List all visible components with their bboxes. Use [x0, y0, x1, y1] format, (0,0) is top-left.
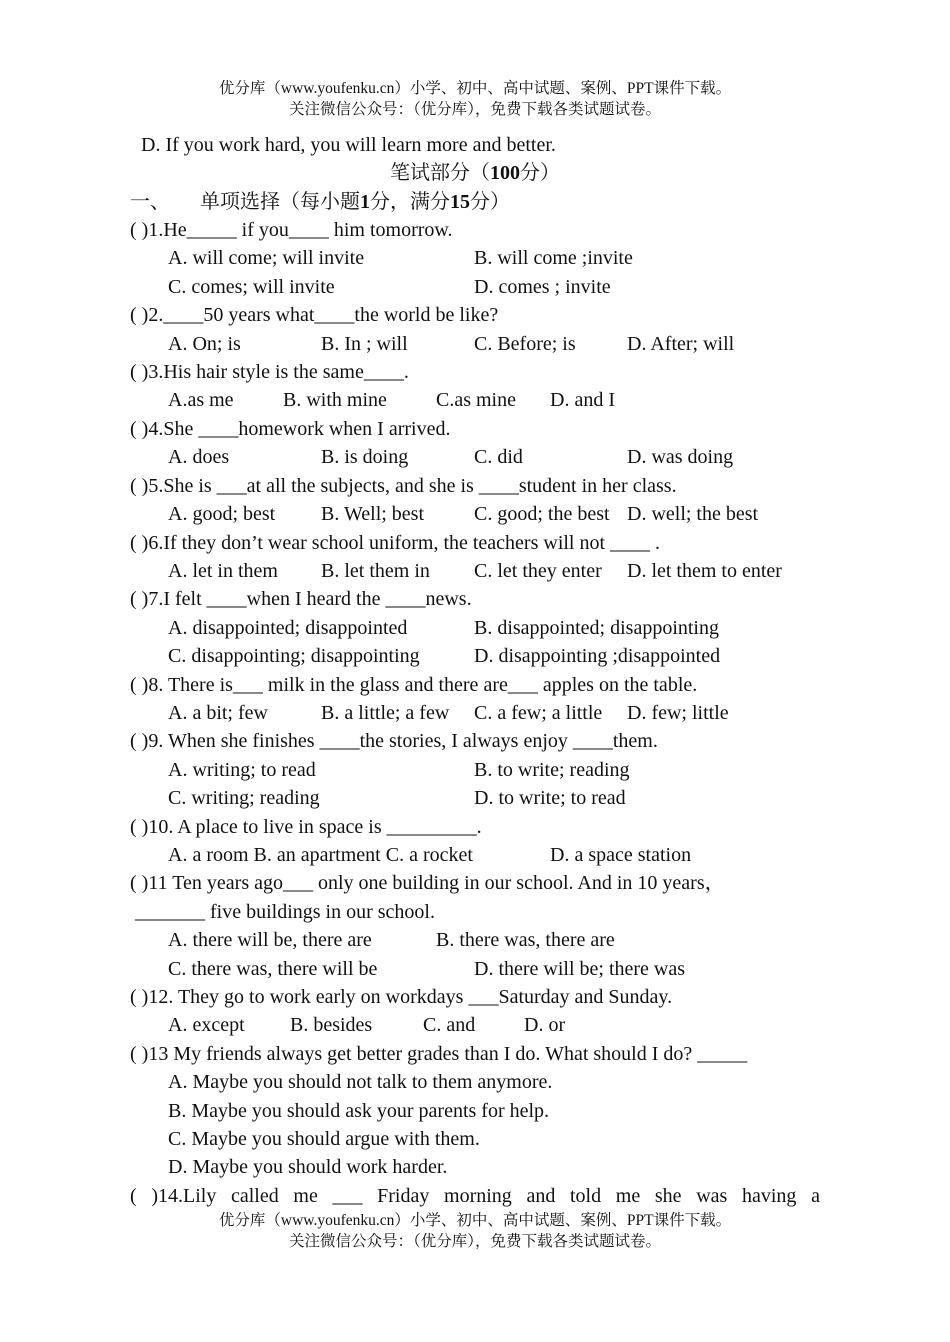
- option: B. In ; will: [321, 333, 408, 355]
- option: A. will come; will invite: [168, 247, 365, 269]
- option: B. to write; reading: [474, 759, 630, 781]
- option: D. a space station: [550, 844, 692, 866]
- option: C. there was, there will be: [168, 958, 378, 980]
- page-footer: [0, 1210, 950, 1252]
- option: A. disappointed; disappointed: [168, 617, 408, 639]
- option: D. let them to enter: [627, 560, 782, 582]
- option: C. let they enter: [474, 560, 602, 582]
- option: D. few; little: [627, 702, 729, 724]
- option: A. On; is: [168, 333, 241, 355]
- option: A. except: [168, 1014, 245, 1036]
- option: C. disappointing; disappointing: [168, 645, 420, 667]
- option: B. let them in: [321, 560, 430, 582]
- option: A. Maybe you should not talk to them anymore.: [168, 1071, 553, 1093]
- question-stem: ( )1.He_____ if you____ him tomorrow.: [130, 219, 453, 241]
- option: A. good; best: [168, 503, 276, 525]
- option: C. Maybe you should argue with them.: [168, 1128, 480, 1150]
- question-stem: ( )10. A place to live in space is _________.: [130, 816, 482, 838]
- question-stem: ( )4.She ____homework when I arrived.: [130, 418, 451, 440]
- footer-line-1: 优分库（www.youfenku.cn）小学、初中、高中试题、案例、PPT课件下载。: [218, 1212, 732, 1229]
- option: D. After; will: [627, 333, 735, 355]
- option: A. a bit; few: [168, 702, 268, 724]
- question-stem: ( )5.She is ___at all the subjects, and she is ____student in her class.: [130, 475, 677, 497]
- option: B. there was, there are: [436, 929, 615, 951]
- question-stem-continued: _______ five buildings in our school.: [135, 901, 435, 923]
- option: B. Well; best: [321, 503, 425, 525]
- question-stem: ( )11 Ten years ago___ only one building in our school. And in 10 years，: [130, 872, 725, 894]
- question-stem: ( )13 My friends always get better grades than I do. What should I do? _____: [130, 1043, 748, 1065]
- option: D. comes ; invite: [474, 276, 611, 298]
- option: B. a little; a few: [321, 702, 450, 724]
- question-stem: ( )9. When she finishes ____the stories, I always enjoy ____them.: [130, 730, 658, 752]
- option: A. a room B. an apartment C. a rocket: [168, 844, 473, 866]
- option: D. and I: [550, 389, 615, 411]
- option: B. besides: [290, 1014, 373, 1036]
- option: C. good; the best: [474, 503, 610, 525]
- option: D. to write; to read: [474, 787, 626, 809]
- option: D. or: [524, 1014, 566, 1036]
- header-line-2: 关注微信公众号：（优分库），免费下载各类试题试卷。: [288, 101, 661, 118]
- header-line-1: 优分库（www.youfenku.cn）小学、初中、高中试题、案例、PPT课件下载。: [218, 80, 732, 97]
- option: A.as me: [168, 389, 234, 411]
- option: C.as mine: [436, 389, 516, 411]
- option: C. and: [423, 1014, 476, 1036]
- option: A. let in them: [168, 560, 278, 582]
- question-stem: ( )12. They go to work early on workdays ___Saturday and Sunday.: [130, 986, 673, 1008]
- option: C. a few; a little: [474, 702, 603, 724]
- option: A. does: [168, 446, 230, 468]
- prev-option: D. If you work hard, you will learn more and better.: [141, 134, 556, 156]
- option: C. comes; will invite: [168, 276, 335, 298]
- option: B. will come ;invite: [474, 247, 633, 269]
- option: C. Before; is: [474, 333, 576, 355]
- option: D. there will be; there was: [474, 958, 686, 980]
- page-header: [0, 78, 950, 120]
- option: B. is doing: [321, 446, 409, 468]
- option: C. did: [474, 446, 523, 468]
- option: D. well; the best: [627, 503, 759, 525]
- question-stem: ( )3.His hair style is the same____.: [130, 361, 409, 383]
- option: B. disappointed; disappointing: [474, 617, 719, 639]
- option: D. disappointing ;disappointed: [474, 645, 721, 667]
- option: D. Maybe you should work harder.: [168, 1156, 448, 1178]
- section-title: 笔试部分（100分）: [390, 162, 560, 184]
- option: A. writing; to read: [168, 759, 316, 781]
- option: D. was doing: [627, 446, 734, 468]
- part-heading: 一、 单项选择（每小题1分，满分15分）: [130, 191, 510, 213]
- option: A. there will be, there are: [168, 929, 372, 951]
- option: B. Maybe you should ask your parents for help.: [168, 1100, 550, 1122]
- question-stem: ( )7.I felt ____when I heard the ____news.: [130, 588, 472, 610]
- question-stem: ( )6.If they don’t wear school uniform, the teachers will not ____ .: [130, 532, 661, 554]
- option: B. with mine: [283, 389, 387, 411]
- question-stem: ( )2.____50 years what____the world be like?: [130, 304, 499, 326]
- footer-line-2: 关注微信公众号：（优分库），免费下载各类试题试卷。: [288, 1233, 661, 1250]
- option: C. writing; reading: [168, 787, 320, 809]
- question-stem-justified: ( )14.Lily called me ___ Friday morning and told me she was having a: [130, 1185, 820, 1207]
- question-stem: ( )8. There is___ milk in the glass and there are___ apples on the table.: [130, 674, 698, 696]
